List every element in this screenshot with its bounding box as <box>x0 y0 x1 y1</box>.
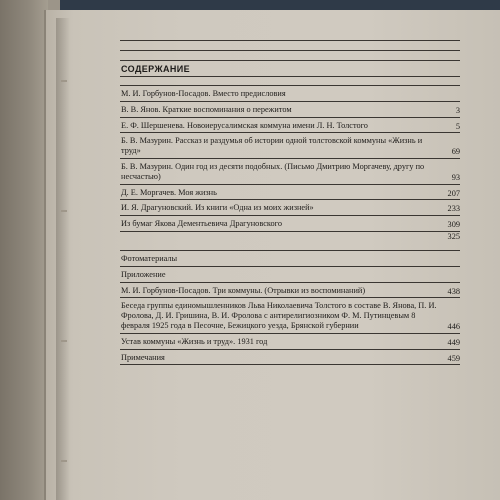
toc-entry <box>120 267 460 283</box>
toc-entry-title: Фотоматериалы <box>121 253 178 263</box>
toc-entry <box>120 200 460 216</box>
toc-entry <box>120 133 460 159</box>
toc-page-number: 438 <box>447 286 460 296</box>
table-of-contents <box>120 40 460 365</box>
binding-stitch <box>61 340 67 342</box>
toc-entry-title: Примечания <box>121 352 165 362</box>
page-gutter <box>56 18 70 500</box>
toc-entry-title: М. И. Горбунов-Посадов. Вместо предисловия <box>121 89 286 98</box>
toc-entry <box>120 334 460 350</box>
binding-stitch <box>61 210 67 212</box>
toc-entry-title: Устав коммуны «Жизнь и труд». 1931 год <box>121 336 268 346</box>
toc-entry <box>120 102 460 118</box>
toc-entry-title: В. В. Янов. Краткие воспоминания о пережитом <box>121 104 292 114</box>
toc-entry-title: Б. В. Мазурин. Один год из десяти подобных. (Письмо Дмитрию Моргачеву, другу по несчастью) <box>121 161 425 181</box>
toc-entry <box>120 159 460 185</box>
binding-stitch <box>61 460 67 462</box>
toc-page-number: 309 <box>447 220 460 230</box>
toc-page-number: 5 <box>455 121 460 131</box>
toc-entry-title: И. Я. Драгуновский. Из книги «Одна из моих жизней» <box>121 203 314 213</box>
toc-entry <box>120 86 460 102</box>
toc-entry <box>120 118 460 134</box>
toc-entry <box>120 232 460 242</box>
toc-entry <box>120 251 460 267</box>
toc-page-number: 207 <box>447 188 460 198</box>
toc-page-number: 459 <box>447 353 460 363</box>
toc-page-number: 446 <box>447 321 460 331</box>
toc-entry <box>120 185 460 201</box>
toc-entry <box>120 283 460 299</box>
toc-entry <box>120 350 460 366</box>
toc-page-number: 449 <box>447 337 460 347</box>
toc-page-number: 3 <box>455 105 460 115</box>
toc-entry-title: Е. Ф. Шершенева. Новоиерусалимская коммуна имени Л. Н. Толстого <box>121 120 368 130</box>
toc-entry-title: Приложение <box>121 269 166 279</box>
toc-entry-title: М. И. Горбунов-Посадов. Три коммуны. (Отрывки из воспоминаний) <box>121 285 366 295</box>
toc-entry <box>120 216 460 232</box>
toc-page-number: 93 <box>451 172 460 182</box>
toc-page-number: 325 <box>447 232 460 242</box>
toc-entry-title: Из бумаг Якова Дементьевича Драгуновского <box>121 219 282 229</box>
binding-stitch <box>61 80 67 82</box>
toc-entry-title: Беседа группы единомышленников Льва Николаевича Толстого в составе В. Янова, П. И. Фролова, Д. И. Гришина, В. И. Фролова с антирелигиозником Ф. М. Путинцевым 8 февраля 1925 года в Песочне, Бежицкого уезда, Брянской губернии <box>121 301 437 330</box>
toc-entry-title: Б. В. Мазурин. Рассказ и раздумья об истории одной толстовской коммуны «Жизнь и труд» <box>121 136 423 156</box>
toc-heading: СОДЕРЖАНИЕ <box>121 64 191 74</box>
toc-page-number: 69 <box>451 147 460 157</box>
toc-entry <box>120 298 460 333</box>
toc-page-number: 233 <box>447 204 460 214</box>
book-edge <box>0 0 48 500</box>
toc-entry-title: Д. Е. Моргачев. Моя жизнь <box>121 187 217 197</box>
